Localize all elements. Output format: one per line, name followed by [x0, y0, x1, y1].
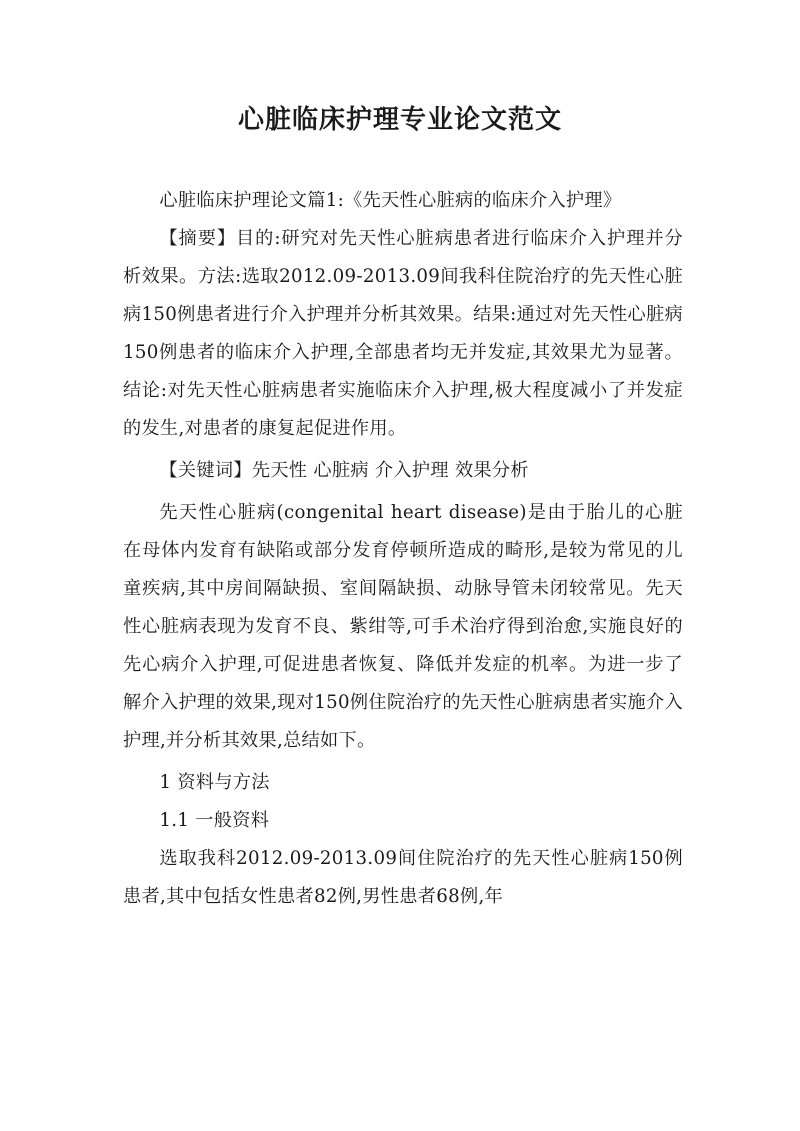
paragraph-abstract: 【摘要】目的:研究对先天性心脏病患者进行临床介入护理并分析效果。方法:选取2012.09-2013.09间我科住院治疗的先天性心脏病150例患者进行介入护理并分析其效果。结果:通过对先天性心脏病150例患者的临床介入护理,全部患者均无并发症,其效果尤为显著。结论:对先天性心脏病患者实施临床介入护理,极大程度减小了并发症的发生,对患者的康复起促进作用。 [123, 228, 683, 439]
paragraph-general-data: 选取我科2012.09-2013.09间住院治疗的先天性心脏病150例患者,其中包括女性患者82例,男性患者68例,年 [123, 848, 683, 907]
document-body [123, 182, 683, 920]
section-heading: 1 资料与方法 [159, 772, 270, 793]
paragraph-article-heading: 心脏临床护理论文篇1:《先天性心脏病的临床介入护理》 [159, 190, 622, 211]
paragraph-introduction: 先天性心脏病(congenital heart disease)是由于胎儿的心脏在母体内发育有缺陷或部分发育停顿所造成的畸形,是较为常见的儿童疾病,其中房间隔缺损、室间隔缺损、动脉导管未闭较常见。先天性心脏病表现为发育不良、紫绀等,可手术治疗得到治愈,实施良好的先心病介入护理,可促进患者恢复、降低并发症的机率。为进一步了解介入护理的效果,现对150例住院治疗的先天性心脏病患者实施介入护理,并分析其效果,总结如下。 [123, 502, 683, 751]
document-title: 心脏临床护理专业论文范文 [237, 105, 562, 135]
paragraph-keywords: 【关键词】先天性 心脏病 介入护理 效果分析 [159, 460, 529, 481]
subsection-heading: 1.1 一般资料 [159, 810, 270, 831]
